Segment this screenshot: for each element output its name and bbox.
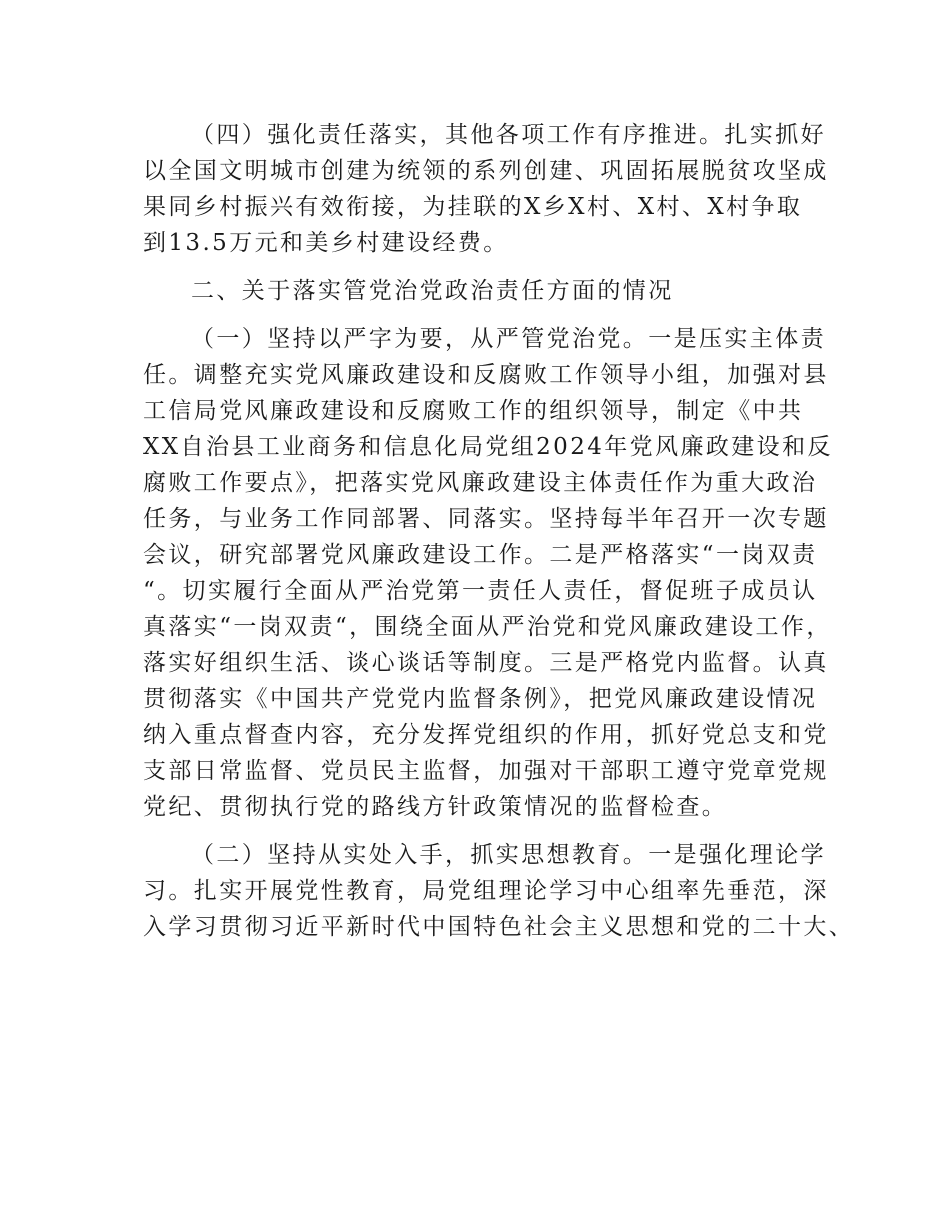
text-line: 工信局党风廉政建设和反腐败工作的组织领导，制定《中共 — [143, 398, 804, 424]
text-line: （一）坚持以严字为要，从严管党治党。一是压实主体责 — [191, 326, 826, 352]
paragraph-item-2 — [143, 837, 855, 945]
text-line: 习。扎实开展党性教育，局党组理论学习中心组率先垂范，深 — [143, 878, 829, 904]
paragraph-gap — [143, 261, 815, 273]
text-line: 任务，与业务工作同部署、同落实。坚持每半年召开一次专题 — [143, 506, 829, 532]
paragraph-section-4 — [143, 117, 829, 261]
text-line: 落实好组织生活、谈心谈话等制度。三是严格党内监督。认真 — [143, 650, 829, 676]
text-line: 党纪、贯彻执行党的路线方针政策情况的监督检查。 — [143, 794, 728, 820]
text-line: 入学习贯彻习近平新时代中国特色社会主义思想和党的二十大、 — [143, 914, 855, 940]
text-line: 果同乡村振兴有效衔接，为挂联的X乡X村、X村、X村争取 — [143, 194, 803, 220]
text-line: （二）坚持从实处入手，抓实思想教育。一是强化理论学 — [191, 842, 826, 868]
text-line: XX自治县工业商务和信息化局党组2024年党风廉政建设和反 — [143, 434, 833, 460]
paragraph-item-1 — [143, 321, 833, 825]
text-line: “。切实履行全面从严治党第一责任人责任，督促班子成员认 — [143, 578, 818, 604]
text-line: 支部日常监督、党员民主监督，加强对干部职工遵守党章党规 — [143, 758, 829, 784]
section-heading-2 — [143, 273, 815, 309]
text-line: 真落实“一岗双责“，围绕全面从严治党和党风廉政建设工作， — [143, 614, 832, 640]
text-line: 以全国文明城市创建为统领的系列创建、巩固拓展脱贫攻坚成 — [143, 158, 829, 184]
text-line: 任。调整充实党风廉政建设和反腐败工作领导小组，加强对县 — [143, 362, 829, 388]
paragraph-gap — [143, 825, 815, 837]
text-line: 纳入重点督查内容，充分发挥党组织的作用，抓好党总支和党 — [143, 722, 829, 748]
document-body — [143, 117, 855, 945]
section-heading-text: 二、关于落实管党治党政治责任方面的情况 — [191, 278, 674, 304]
text-line: 腐败工作要点》，把落实党风廉政建设主体责任作为重大政治 — [143, 470, 818, 496]
text-line: 贯彻落实《中国共产党党内监督条例》，把党风廉政建设情况 — [143, 686, 818, 712]
text-line: （四）强化责任落实，其他各项工作有序推进。扎实抓好 — [191, 122, 826, 148]
paragraph-gap — [143, 309, 815, 321]
text-line: 会议，研究部署党风廉政建设工作。二是严格落实“一岗双责 — [143, 542, 818, 568]
text-line: 到13.5万元和美乡村建设经费。 — [143, 230, 509, 256]
